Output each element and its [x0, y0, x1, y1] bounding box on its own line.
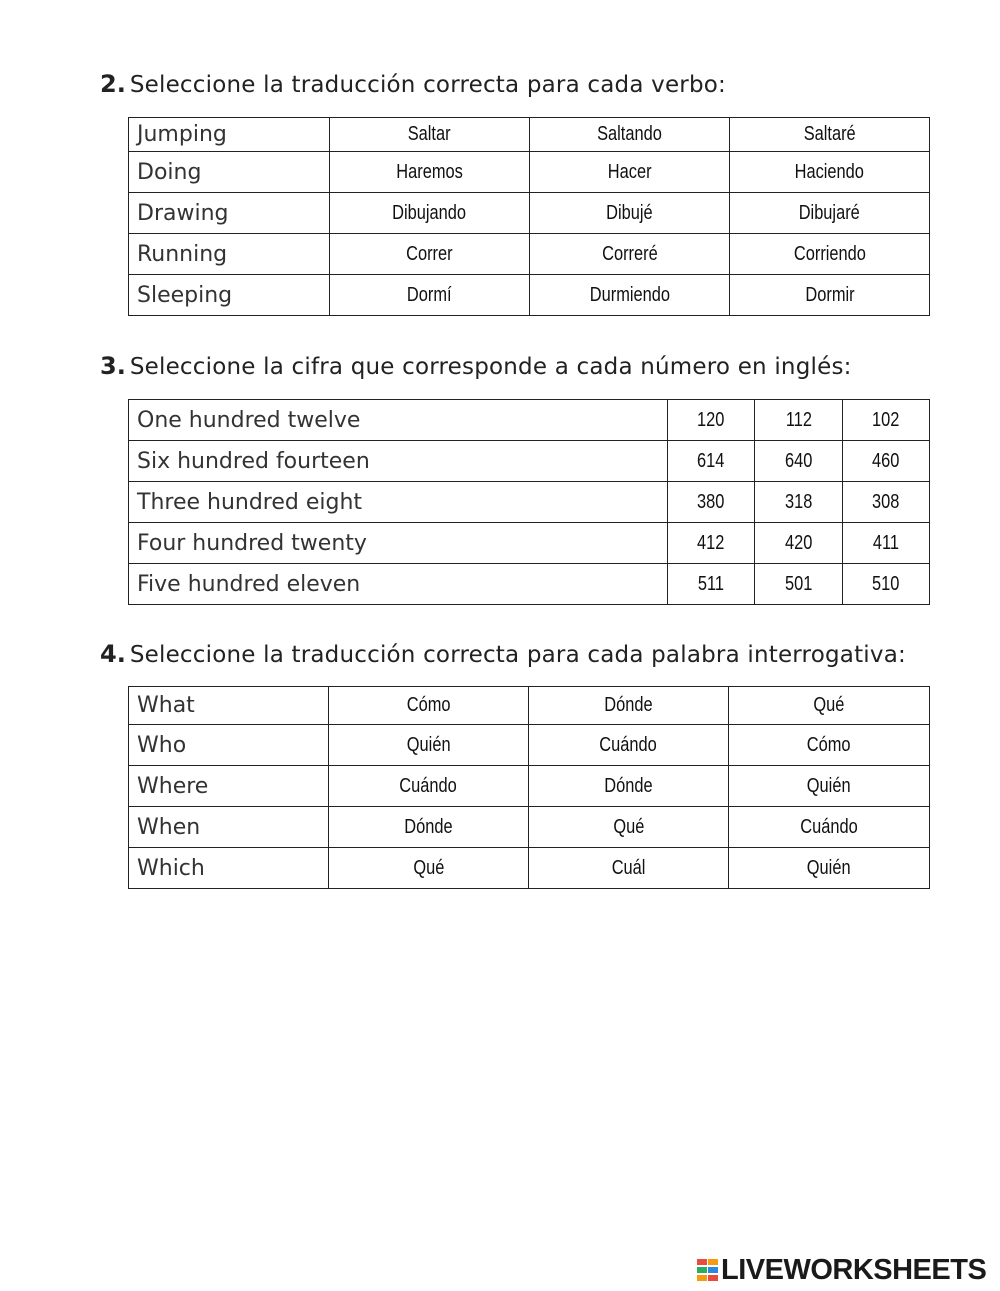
- section-3-number: 3.: [100, 352, 126, 380]
- english-word: Which: [129, 848, 329, 889]
- english-word: Four hundred twenty: [129, 523, 668, 564]
- english-word: When: [129, 807, 329, 848]
- english-word: Jumping: [129, 118, 330, 152]
- answer-option[interactable]: 460: [843, 441, 930, 482]
- answer-option[interactable]: 412: [668, 523, 755, 564]
- section-3-heading: [100, 352, 852, 380]
- answer-option[interactable]: Corriendo: [730, 234, 930, 275]
- table-row: [129, 687, 930, 725]
- answer-option[interactable]: Qué: [329, 848, 529, 889]
- answer-option[interactable]: Cómo: [329, 687, 529, 725]
- answer-option[interactable]: Quién: [729, 848, 930, 889]
- table-row: [129, 400, 930, 441]
- answer-option[interactable]: 380: [668, 482, 755, 523]
- answer-option[interactable]: 640: [755, 441, 843, 482]
- answer-option[interactable]: Dormir: [730, 275, 930, 316]
- table-row: [129, 564, 930, 605]
- answer-option[interactable]: 510: [843, 564, 930, 605]
- answer-option[interactable]: 318: [755, 482, 843, 523]
- answer-option[interactable]: Correré: [530, 234, 730, 275]
- answer-option[interactable]: 112: [755, 400, 843, 441]
- answer-option[interactable]: Saltaré: [730, 118, 930, 152]
- english-word: One hundred twelve: [129, 400, 668, 441]
- table-row: [129, 482, 930, 523]
- answer-option[interactable]: 411: [843, 523, 930, 564]
- english-word: Doing: [129, 152, 330, 193]
- answer-option[interactable]: Cómo: [729, 725, 930, 766]
- answer-option[interactable]: Cuándo: [329, 766, 529, 807]
- english-word: Six hundred fourteen: [129, 441, 668, 482]
- answer-option[interactable]: Dónde: [329, 807, 529, 848]
- section-3-instruction: Seleccione la cifra que corresponde a cada número en inglés:: [129, 354, 852, 380]
- english-word: Three hundred eight: [129, 482, 668, 523]
- answer-option[interactable]: 420: [755, 523, 843, 564]
- answer-option[interactable]: Saltar: [330, 118, 530, 152]
- english-word: Who: [129, 725, 329, 766]
- table-row: [129, 193, 930, 234]
- answer-option[interactable]: Qué: [729, 687, 930, 725]
- answer-option[interactable]: Dormí: [330, 275, 530, 316]
- answer-option[interactable]: 501: [755, 564, 843, 605]
- liveworksheets-logo-icon: [697, 1257, 719, 1283]
- answer-option[interactable]: 614: [668, 441, 755, 482]
- answer-option[interactable]: Quién: [729, 766, 930, 807]
- answer-option[interactable]: Saltando: [530, 118, 730, 152]
- english-word: Running: [129, 234, 330, 275]
- answer-option[interactable]: Cuándo: [529, 725, 729, 766]
- section-2-heading: [100, 70, 726, 98]
- english-word: Drawing: [129, 193, 330, 234]
- answer-option[interactable]: Dibujando: [330, 193, 530, 234]
- section-4-number: 4.: [100, 640, 126, 668]
- liveworksheets-logo: [697, 1255, 986, 1285]
- answer-option[interactable]: Dónde: [529, 766, 729, 807]
- answer-option[interactable]: Cuál: [529, 848, 729, 889]
- answer-option[interactable]: 511: [668, 564, 755, 605]
- answer-option[interactable]: Dibujé: [530, 193, 730, 234]
- table-row: [129, 441, 930, 482]
- answer-option[interactable]: Quién: [329, 725, 529, 766]
- table-row: [129, 807, 930, 848]
- table-row: [129, 523, 930, 564]
- answer-option[interactable]: Hacer: [530, 152, 730, 193]
- section-2-number: 2.: [100, 70, 126, 98]
- question-words-table: [128, 686, 930, 889]
- answer-option[interactable]: Haciendo: [730, 152, 930, 193]
- table-row: [129, 275, 930, 316]
- answer-option[interactable]: Dibujaré: [730, 193, 930, 234]
- table-row: [129, 234, 930, 275]
- answer-option[interactable]: Dónde: [529, 687, 729, 725]
- table-row: [129, 118, 930, 152]
- answer-option[interactable]: 102: [843, 400, 930, 441]
- answer-option[interactable]: Cuándo: [729, 807, 930, 848]
- english-word: What: [129, 687, 329, 725]
- table-row: [129, 152, 930, 193]
- table-row: [129, 766, 930, 807]
- answer-option[interactable]: Durmiendo: [530, 275, 730, 316]
- liveworksheets-brand-text: LIVEWORKSHEETS: [721, 1253, 987, 1286]
- section-2-instruction: Seleccione la traducción correcta para cada verbo:: [129, 72, 726, 98]
- table-row: [129, 848, 930, 889]
- answer-option[interactable]: 308: [843, 482, 930, 523]
- table-row: [129, 725, 930, 766]
- verbs-table: [128, 117, 930, 316]
- section-4-heading: [100, 640, 906, 668]
- section-4-instruction: Seleccione la traducción correcta para cada palabra interrogativa:: [129, 642, 906, 668]
- english-word: Where: [129, 766, 329, 807]
- english-word: Five hundred eleven: [129, 564, 668, 605]
- answer-option[interactable]: Correr: [330, 234, 530, 275]
- answer-option[interactable]: Haremos: [330, 152, 530, 193]
- english-word: Sleeping: [129, 275, 330, 316]
- answer-option[interactable]: 120: [668, 400, 755, 441]
- numbers-table: [128, 399, 930, 605]
- answer-option[interactable]: Qué: [529, 807, 729, 848]
